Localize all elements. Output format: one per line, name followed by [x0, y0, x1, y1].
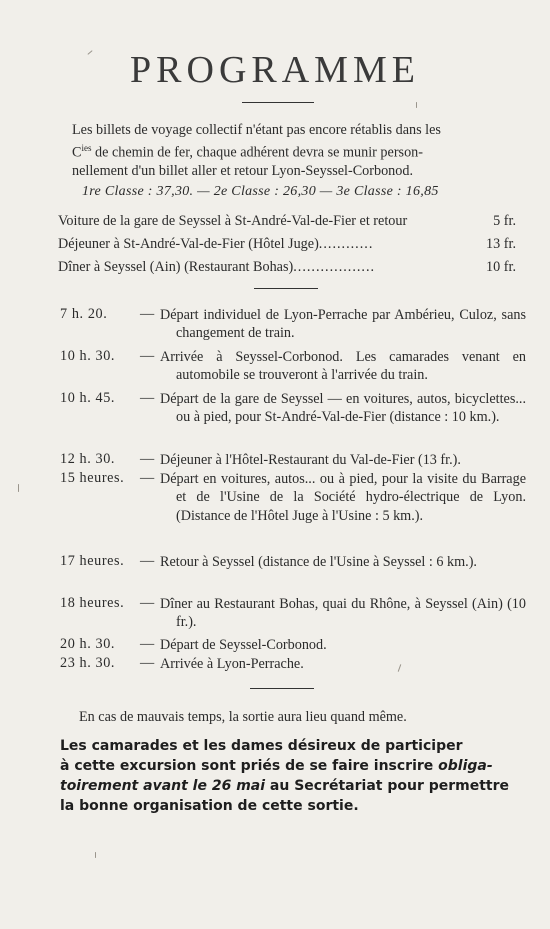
schedule-desc: Retour à Seyssel (distance de l'Usine à Seyssel : 6 km.).	[160, 554, 477, 570]
weather-note: En cas de mauvais temps, la sortie aura lieu quand même.	[79, 709, 407, 725]
page-title: PROGRAMME	[130, 49, 420, 91]
price-item: Dîner à Seyssel (Ain) (Restaurant Bohas)	[58, 259, 294, 275]
price-value: 10 fr.	[486, 259, 516, 275]
schedule-time: 18 heures.	[60, 595, 125, 611]
schedule-desc: Arrivée à Seyssel-Corbonod. Les camarades venant en automobile se trouveront à l'arrivée du train.	[160, 349, 526, 384]
notice-line-4: la bonne organisation de cette sortie.	[60, 798, 359, 814]
schedule-desc: Départ individuel de Lyon-Perrache par Ambérieu, Culoz, sans changement de train.	[160, 307, 526, 342]
title-divider	[242, 102, 314, 103]
intro-line-1: Les billets de voyage collectif n'étant pas encore rétablis dans les	[72, 122, 441, 138]
schedule-desc: Dîner au Restaurant Bohas, quai du Rhône, à Seyssel (Ain) (10 fr.).	[160, 596, 526, 631]
schedule-desc: Déjeuner à l'Hôtel-Restaurant du Val-de-Fier (13 fr.).	[160, 452, 461, 468]
schedule-time: 10 h. 45.	[60, 390, 116, 406]
price-value: 5 fr.	[493, 213, 516, 229]
schedule-time: 7 h. 20.	[60, 306, 108, 322]
intro-paragraph	[72, 121, 526, 180]
schedule-time: 10 h. 30.	[60, 348, 116, 364]
schedule-time: 23 h. 30.	[60, 655, 116, 671]
price-value: 13 fr.	[486, 236, 516, 252]
schedule-time: 12 h. 30.	[60, 451, 116, 467]
closing-divider	[250, 688, 314, 689]
price-dots: ..................	[293, 259, 376, 275]
schedule-dash: —	[140, 553, 155, 569]
notice-line-3: toirement avant le 26 mai au Secrétariat pour permettre	[60, 778, 510, 794]
price-dots	[407, 213, 493, 230]
schedule-desc: Arrivée à Lyon-Perrache.	[160, 656, 304, 672]
schedule-dash: —	[140, 595, 155, 611]
intro-line-2: $C^{ies}$ de chemin de fer, chaque adhérent devra se munir person-	[72, 143, 423, 161]
ticket-classes: 1re Classe : 37,30. — 2e Classe : 26,30 — 3e Classe : 16,85	[82, 184, 439, 199]
schedule-desc: Départ en voitures, autos... ou à pied, pour la visite du Barrage et de l'Usine de la Société hydro-électrique de Lyon. (Distance de l'Hôtel Juge à l'Usine : 5 km.).	[160, 471, 526, 524]
schedule-dash: —	[140, 348, 155, 364]
price-row-lunch	[58, 236, 516, 253]
price-row-dinner	[58, 259, 516, 276]
price-dots: ............	[318, 236, 374, 252]
schedule-dash: —	[140, 655, 155, 671]
schedule-dash: —	[140, 451, 155, 467]
price-item: Voiture de la gare de Seyssel à St-André-Val-de-Fier et retour	[58, 213, 408, 229]
schedule-desc: Départ de Seyssel-Corbonod.	[160, 637, 327, 653]
schedule-desc: Départ de la gare de Seyssel — en voitures, autos, bicyclettes... ou à pied, pour St-André-Val-de-Fier (distance : 10 km.).	[160, 391, 526, 426]
paper-speck	[416, 102, 417, 108]
intro-line-3: nellement d'un billet aller et retour Lyon-Seyssel-Corbonod.	[72, 163, 414, 180]
schedule-dash: —	[140, 470, 155, 486]
notice-line-1: Les camarades et les dames désireux de participer	[60, 738, 463, 754]
schedule-dash: —	[140, 306, 155, 322]
notice-line-2: à cette excursion sont priés de se faire inscrire obliga-	[60, 758, 493, 774]
schedule-time: 17 heures.	[60, 553, 125, 569]
registration-notice	[60, 736, 526, 816]
schedule-dash: —	[140, 390, 155, 406]
schedule-dash: —	[140, 636, 155, 652]
paper-speck	[18, 484, 19, 492]
price-row-car	[58, 213, 516, 230]
schedule-time: 15 heures.	[60, 470, 125, 486]
paper-speck	[95, 852, 96, 858]
section-divider	[254, 288, 318, 289]
price-item: Déjeuner à St-André-Val-de-Fier (Hôtel Juge)	[58, 236, 319, 252]
schedule-time: 20 h. 30.	[60, 636, 116, 652]
